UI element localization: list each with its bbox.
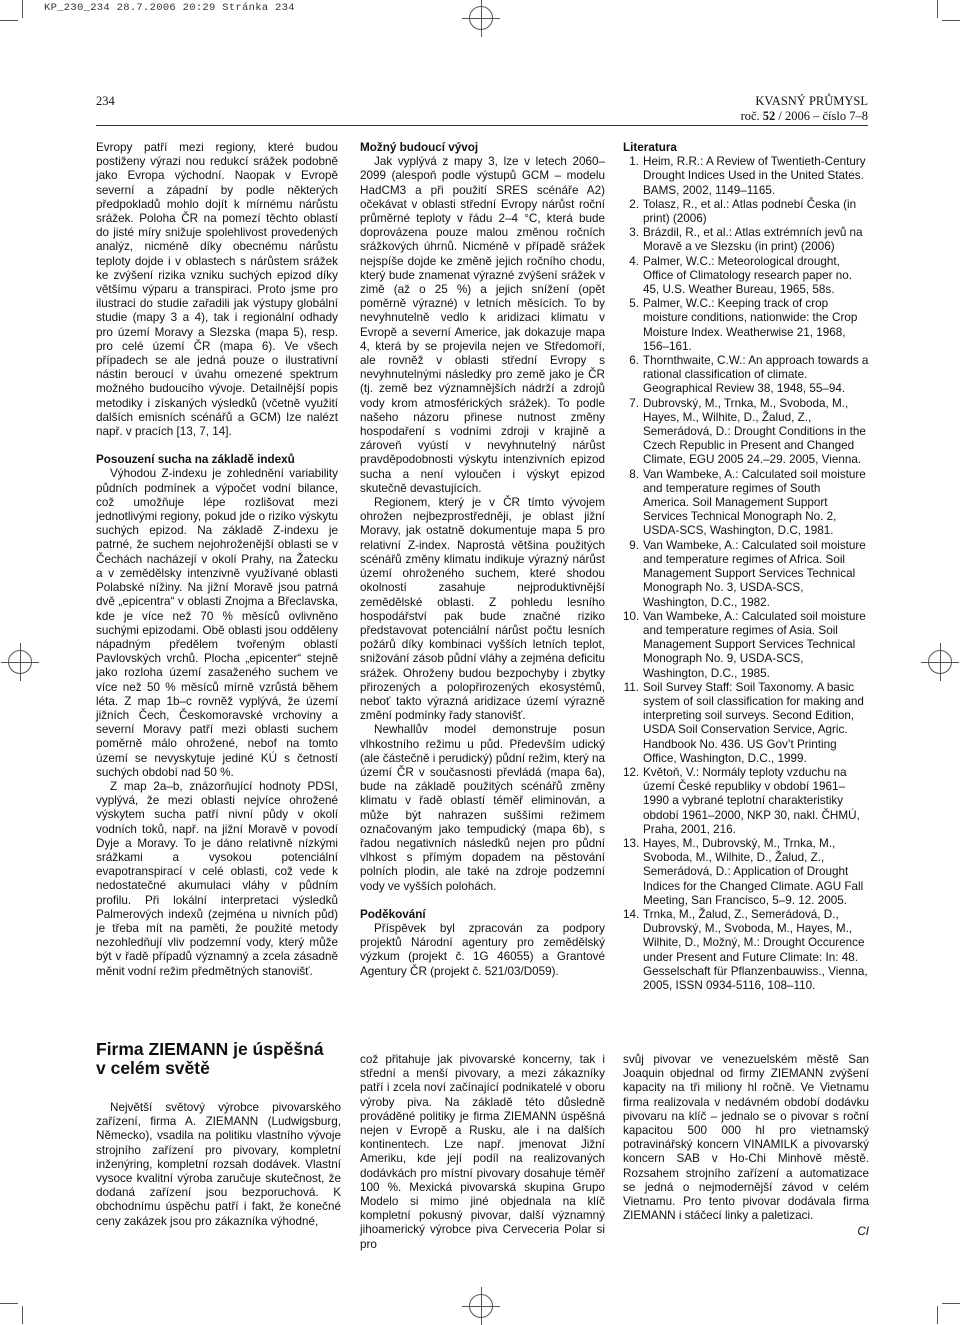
reference-item: 5. Palmer, W.C.: Keeping track of crop moisture conditions, nationwide: the Crop Moisture Index. Weatherwise 21, 1968, 156–161. — [629, 297, 858, 353]
reference-list — [623, 155, 869, 993]
references-heading: Literatura — [623, 141, 677, 154]
registration-mark-icon — [469, 1294, 493, 1318]
registration-mark-icon — [928, 650, 952, 674]
acknowledgement-heading: Poděkování — [360, 907, 426, 921]
crop-mark — [22, 0, 23, 18]
reference-item: 11. Soil Survey Staff: Soil Taxonomy. A basic system of soil classification for making and interpreting soil surveys. Second Edition, USDA Soil Conservation Service, Agric. Handbook No. 436. US Gov’t Printing Office, Washington, D.C., 1999. — [623, 680, 864, 765]
crop-mark — [0, 1303, 18, 1304]
paragraph: Výhodou Z-indexu je zohlednění variability půdních podmínek a výpočet vodní bilance, což umožňuje lépe rozlišovat mezi jednotlivými regiony, pokud jde o riziko výskytu suchých epizod. Na základě Z-indexu je patrné, že suchem nejohroženější oblasti se v Čechách nacházejí v okolí Prahy, na Žatecku a v zemědělsky intenzivně využívané oblasti Polabské nížiny. Na jižní Moravě jsou patrná dvě „epicentra“ v oblasti Znojma a Břeclavska, kde je více než 70 % měsíců ovlivněno suchými epizodami. Obě oblasti jsou odděleny nápadným předělem tvořeným oblastí Pavlovských vrchů. Plocha „epicenter“ stejně jako rozloha území zasaženého suchem ve více než 50 % měsíců mírně vzrůstá během léta. Z map 1b–c rovněž vyplývá, že území jižních Čech, Českomoravské vrchoviny a severní Moravy patří mezi oblasti suchem poměrně málo ohrožené, nebof na tomto území se nevyskytuje jediné KÚ s četností suchých období nad 50 %. — [96, 467, 338, 779]
reference-item: 7. Dubrovský, M., Trnka, M., Svoboda, M., Hayes, M., Wilhite, D., Žalud, Z., Semerádová, D.: Drought Conditions in the Czech Republic in Present and Changed Climate, EGU 2005 24.–29. 2005, Vienna. — [629, 396, 866, 467]
news-column-3 — [623, 1053, 869, 1240]
section-heading: Posouzení sucha na základě indexů — [96, 453, 295, 467]
crop-mark — [942, 20, 960, 21]
paragraph: Největší světový výrobce pivovarského zařízení, firma A. ZIEMANN (Ludwigsburg, Německo), vsadila na politiku vlastního vývoje strojního zařízení pro pivovary, kompletní inženýring, kompletní rozsah dodávek. Vlastní vysoce kvalitní výroba zaručuje skutečnost, že dodaná zařízení jsou bezporuchová. K obchodnímu úspěchu patří i fakt, že konečné ceny zakázek jsou pro zákazníka výhodné, — [96, 1101, 341, 1228]
reference-item: 13. Hayes, M., Dubrovský, M., Trnka, M., Svoboda, M., Wilhite, D., Žalud, Z., Semerádová, D.: Application of Drought Indices for the Changed Climate. AGU Fall Meeting, San Francisco, 5–9. 12. 2005. — [623, 836, 864, 907]
section-heading: Možný budoucí vývoj — [360, 141, 479, 154]
paragraph: Z map 2a–b, znázorňující hodnoty PDSI, vyplývá, že mezi oblasti nejvíce ohrožené výskytem sucha patří nivní půdy v okolí vodních toků, např. na jižní Moravě v povodí Dyje a Moravy. To je dáno relativně nízkými srážkami a vysokou potenciální evapotranspirací v celé oblasti, což vede k nedostatečné akumulaci vláhy v půdním profilu. Při lokální interpretaci výsledků Palmerových indexů (zejména u nivních půd) je třeba mít na paměti, že použité metody nezohledňují vliv podzemní vody, který může být v řadě případů významný a zcela zásadně měnit vodní režim předmětných stanovišť. — [96, 779, 338, 978]
paragraph: Jak vyplývá z mapy 3, lze v letech 2060–2099 (alespoň podle výstupů GCM – modelu HadCM3 a při použití SRES scénáře A2) očekávat v oblasti střední Evropy nárůst roční průměrné teploty v řádu 2–4 °C, která bude doprovázena pouze malou změnou ročních srážkových úhrnů. Nicméně v případě srážek nejspíše dojde ke změně jejich ročního chodu, který bude znamenat výrazné zvýšení srážek v zimě (až o 25 %) a jejich snížení (opět poměrně výrazné) v letních měsících. To by nevyhnutelně vedlo k aridizaci klimatu v Evropě a severní Americe, jak dokazuje mapa 4, která by se projevila nejen ve Středomoří, ale rovněž v oblasti střední Evropy s nevyhnutelnými následky pro země jako je ČR (tj. země bez významnějších nádrží a zdrojů vody krom atmosférických srážek). To podle našeho názoru přinese nutnost změny hospodaření s vodními zdroji v krajině a zároveň vyústí v nevyhnutelný nárůst pravděpodobnosti výskytu intenzivních epizod sucha a není vyloučen i výskyt epizod skutečně devastujících. — [360, 155, 605, 495]
reference-item: 1. Heim, R.R.: A Review of Twentieth-Century Drought Indices Used in the United States. BAMS, 2002, 1149–1165. — [629, 155, 866, 197]
crop-mark — [942, 1303, 960, 1304]
journal-title: KVASNÝ PRŮMYSL — [755, 94, 868, 108]
author-signature: CI — [857, 1225, 869, 1239]
news-column-1 — [96, 1101, 341, 1229]
acknowledgement-text: Příspěvek byl zpracován za podpory projektů Národní agentury pro zemědělský výzkum (projekt č. 1G 46055) a Grantové Agentury ČR (projekt č. 521/03/D059). — [360, 921, 605, 978]
reference-item: 8. Van Wambeke, A.: Calculated soil moisture and temperature regimes of South America. Soil Management Support Services Technical Monograph No. 2, USDA-SCS, Washington, D.C, 1981. — [629, 467, 866, 538]
article-column-1 — [96, 141, 338, 979]
reference-item: 12. Květoň, V.: Normály teploty vzduchu na území České republiky v období 1961–1990 a vybrané teplotní charakteristiky období 1961–2000, NKP 30, nakl. ČHMÚ, Praha, 2001, 216. — [623, 765, 860, 836]
reference-item: 3. Brázdil, R., et al.: Atlas extrémních jevů na Moravě a ve Slezsku (in print) (2006) — [629, 226, 863, 254]
crop-mark — [937, 1306, 938, 1324]
paragraph: svůj pivovar ve venezuelském městě San Joaquin objednal od firmy ZIEMANN zvýšení kapacity na tři miliony hl ročně. Ve Vietnamu firma realizovala v nedávném období dodávku pivovaru na klíč – jednalo se o pivovar s roční kapacitou 500 000 hl pro vietnamský potravinářský koncern VINAMILK a pivovarský koncern SAB v Ho-Chi Minhově městě. Rozsahem strojního zařízení a automatizace se jedná o nejmodernější závod v celém Vietnamu. Pro tento pivovar dodávala firma ZIEMANN i stáčecí linky a paletizaci. — [623, 1053, 869, 1223]
registration-mark-icon — [469, 6, 493, 30]
crop-mark — [22, 1306, 23, 1324]
reference-item: 14. Trnka, M., Žalud, Z., Semerádová, D., Dubrovský, M., Svoboda, M., Hayes, M., Wilhite, D., Možný, M.: Drought Occurence under Present and Future Climate: In: 48. Gesselschaft für Pflanzenbauwiss., Vienna, 2005, ISSN 0934-5116, 108–110. — [623, 907, 868, 992]
crop-mark — [937, 0, 938, 18]
issue-volume: 52 — [762, 109, 776, 123]
print-slug: KP_230_234 28.7.2006 20:29 Stránka 234 — [44, 2, 295, 14]
reference-item: 6. Thornthwaite, C.W.: An approach towards a rational classification of climate. Geographical Review 38, 1948, 55–94. — [629, 354, 869, 396]
page-number: 234 — [96, 94, 115, 108]
reference-item: 9. Van Wambeke, A.: Calculated soil moisture and temperature regimes of Africa. Soil Management Support Services Technical Monograph No. 3, USDA-SCS, Washington, D.C., 1982. — [629, 538, 866, 609]
reference-item: 4. Palmer, W.C.: Meteorological drought, Office of Climatology research paper no. 45, U.S. Weather Bureau, 1965, 58s. — [629, 254, 852, 297]
paragraph: Regionem, který je v ČR tímto vývojem ohrožen nejbezprostředněji, je oblast jižní Moravy, jak ostatně dokumentuje mapa 5 pro relativní Z-index. Naprostá většina použitých scénářů změny klimatu indikuje výrazný nárůst území ohroženého suchem, které shodou okolností zasahuje nejproduktivnější zemědělské oblasti. Z pohledu lesního hospodářství pak bude značné riziko představovat potenciální nárůst počtu lesních požárů díky kombinaci vyšších letních teplot, snižování zásob půdní vláhy a zejména deficitu srážek. Ohroženy budou bezpochyby i zbytky přirozených a polopřirozených ekosystémů, neboť takto výrazná aridizace území výrazně změní podmínky řady stanovišť. — [360, 496, 605, 723]
reference-item: 2. Tolasz, R., et al.: Atlas podnebí Česka (in print) (2006) — [629, 197, 857, 226]
crop-mark — [0, 20, 18, 21]
news-column-2 — [360, 1053, 605, 1252]
article-column-2 — [360, 141, 605, 979]
references-column — [623, 141, 869, 993]
running-header — [741, 94, 868, 124]
paragraph: Newhallův model demonstruje posun vlhkostního režimu u půd. Především udický (ale částečně i perudický) půdní režim, který na území ČR v současnosti převládá (mapa 6a), bude na základě použitých scénářů změny klimatu v řadě oblastí téměř eliminován, a může být nahrazen suššími režimem označovaným jako tempudický (mapa 6b), s řadou negativních následků nejen pro půdní vlhkost s přímým dopadem na pěstování polních plodin, ale také na zdroje podzemní vody ve vyšších polohách. — [360, 723, 605, 893]
article-title: Firma ZIEMANN je úspěšná v celém světě — [96, 1039, 324, 1078]
paragraph: což přitahuje jak pivovarské koncerny, tak i střední a menší pivovary, a mezi zákazníky patří i zcela noví začínající podnikatelé v oboru výroby piva. Na základě této důsledně prováděné politiky je firma ZIEMANN úspěšná nejen v Evropě a Rusku, ale i na dalších kontinentech. Lze např. jmenovat Jižní Ameriku, kde její podíl na realizovaných dodávkách pro místní pivovary dosahuje téměř 100 %. Mexická pivovarská skupina Grupo Modelo si mimo jiné objednala na klíč kompletní pokusný pivovar, další významný jihoamerický výrobce piva Cerveceria Polar si pro — [360, 1053, 605, 1251]
issue-line: roč. 52 / 2006 – číslo 7–8 — [740, 109, 868, 123]
paragraph: Evropy patří mezi regiony, které budou postiženy výrazi nou redukcí srážek podobně jako Evropa východní. Naopak v Evropě severní a západní by podle některých předpokladů mohlo dojít k mírnému nárůstu srážek. Poloha ČR na pomezí těchto oblastí do jisté míry snižuje spolehlivost provedených analýz, nicméně díky obecnému nárůstu teploty dojde i v oblastech s nárůstem srážek ke zvýšení rizika vzniku suchých epizod díky většímu výparu a transpiraci. Proto jsme pro ilustraci do studie zařadili jak výstupy globální studie (mapy 3 a 4), tak i regionální odhady pro území Moravy a Slezska (mapa 5), resp. pro celé území ČR (mapa 6). Ve všech případech se ale jedná pouze o ilustrativní nástin beroucí v úvahu omezené spektrum možného budoucího vývoje. Detailnější popis metodiky i získaných výsledků (včetně využití dalších emisních scénářů a GCM) lze nalézt např. v pracích [13, 7, 14]. — [96, 141, 338, 439]
header-rule — [96, 125, 868, 126]
reference-item: 10. Van Wambeke, A.: Calculated soil moisture and temperature regimes of Asia. Soil Management Support Services Technical Monograph No. 9, USDA-SCS, Washington, D.C., 1985. — [623, 609, 866, 680]
registration-mark-icon — [8, 650, 32, 674]
